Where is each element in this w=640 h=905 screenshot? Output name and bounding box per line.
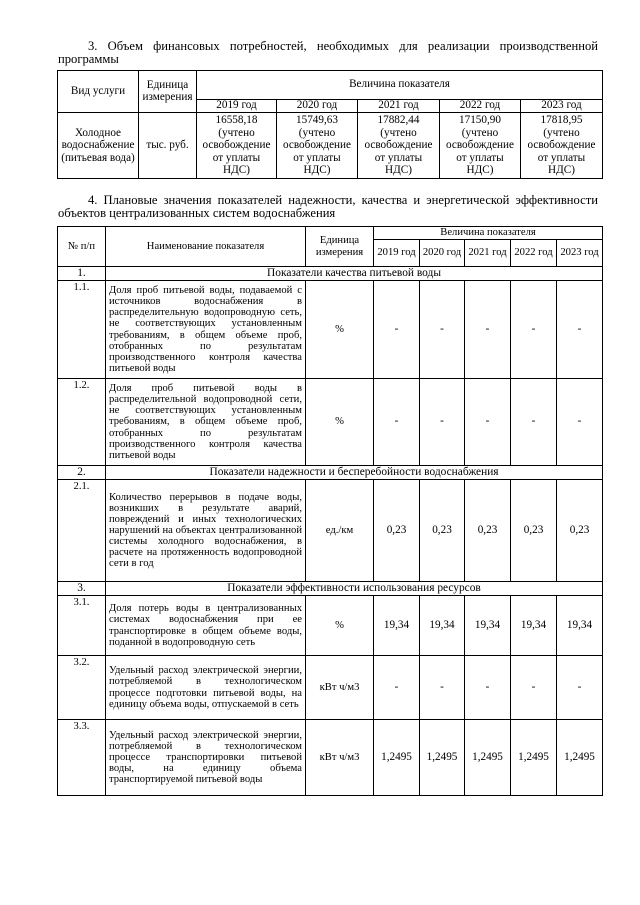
value-cell — [277, 113, 358, 179]
indicator-name: Доля потерь воды в централизованных системах водоснабжения при ее транспортировке в общем объеме воды, поданной в водопроводную сеть — [106, 596, 306, 656]
row-num: 2.1. — [58, 480, 106, 582]
indicator-name: Удельный расход электрической энергии, потребляемой в технологическом процессе транспортировки питьевой воды, на единицу объема транспортируемой питьевой воды — [106, 720, 306, 796]
indicator-value: 19,34 — [374, 596, 420, 656]
indicator-value: - — [420, 281, 465, 379]
indicator-unit: % — [306, 596, 374, 656]
service-name: Холодное водоснабжение (питьевая вода) — [58, 113, 139, 179]
value-amount: 16558,18 — [215, 114, 258, 127]
group-title: Показатели надежности и бесперебойности водоснабжения — [106, 466, 603, 480]
indicator-value: 1,2495 — [511, 720, 557, 796]
indicator-value: 19,34 — [557, 596, 603, 656]
group-title: Показатели эффективности использования ресурсов — [106, 582, 603, 596]
header-year: 2023 год — [521, 100, 603, 113]
value-amount: 17150,90 — [459, 114, 501, 127]
value-amount: 17818,95 — [540, 114, 583, 127]
value-note: (учтено освобождение от уплаты НДС) — [202, 126, 271, 177]
header-unit: Единица измерения — [306, 227, 374, 267]
indicator-value: 0,23 — [374, 480, 420, 582]
header-year: 2023 год — [557, 240, 603, 267]
header-year: 2019 год — [197, 100, 277, 113]
service-unit: тыс. руб. — [139, 113, 197, 179]
indicator-value: 0,23 — [465, 480, 511, 582]
group-num: 3. — [58, 582, 106, 596]
indicator-name: Удельный расход электрической энергии, потребляемой в технологическом процессе подготовки питьевой воды, на единицу объема воды, отпускаемой в сеть — [106, 656, 306, 720]
header-service: Вид услуги — [58, 71, 139, 113]
header-name: Наименование показателя — [106, 227, 306, 267]
indicator-value: 19,34 — [511, 596, 557, 656]
value-cell — [440, 113, 521, 179]
indicator-value: - — [420, 656, 465, 720]
indicator-value: - — [557, 656, 603, 720]
value-amount: 15749,63 — [296, 114, 338, 127]
indicator-value: - — [465, 379, 511, 466]
indicator-value: 19,34 — [465, 596, 511, 656]
header-year: 2019 год — [374, 240, 420, 267]
indicator-unit: кВт ч/м3 — [306, 720, 374, 796]
row-num: 3.1. — [58, 596, 106, 656]
section-4-heading: 4. Плановые значения показателей надежности, качества и энергетической эффективности объектов централизованных систем водоснабжения — [58, 193, 598, 220]
indicator-value: 0,23 — [420, 480, 465, 582]
row-num: 1.2. — [58, 379, 106, 466]
financial-needs-table — [57, 70, 603, 179]
header-year: 2020 год — [277, 100, 358, 113]
header-year: 2020 год — [420, 240, 465, 267]
indicator-value: - — [557, 281, 603, 379]
indicator-value: - — [374, 656, 420, 720]
value-note: (учтено освобождение от уплаты НДС) — [446, 126, 514, 177]
value-note: (учтено освобождение от уплаты НДС) — [283, 126, 351, 177]
group-title: Показатели качества питьевой воды — [106, 267, 603, 281]
indicator-name: Доля проб питьевой воды, подаваемой с источников водоснабжения в распределительную водопроводную сеть, не соответствующих установленным требованиям, в общем объеме проб, отобранных по результатам производственного контроля качества питьевой воды — [106, 281, 306, 379]
row-num: 1.1. — [58, 281, 106, 379]
indicator-value: - — [420, 379, 465, 466]
indicator-value: 1,2495 — [557, 720, 603, 796]
indicator-value: - — [465, 656, 511, 720]
header-num: № п/п — [58, 227, 106, 267]
header-year: 2021 год — [465, 240, 511, 267]
indicator-value: 1,2495 — [374, 720, 420, 796]
value-note: (учтено освобождение от уплаты НДС) — [364, 126, 433, 177]
row-num: 3.2. — [58, 656, 106, 720]
header-value: Величина показателя — [374, 227, 603, 240]
header-unit: Единица измерения — [139, 71, 197, 113]
indicator-unit: ед./км — [306, 480, 374, 582]
group-num: 2. — [58, 466, 106, 480]
indicator-value: - — [465, 281, 511, 379]
header-value: Величина показателя — [197, 71, 603, 100]
value-cell — [358, 113, 440, 179]
value-amount: 17882,44 — [377, 114, 420, 127]
indicator-value: 19,34 — [420, 596, 465, 656]
indicator-unit: % — [306, 379, 374, 466]
indicator-unit: кВт ч/м3 — [306, 656, 374, 720]
indicator-value: - — [374, 379, 420, 466]
group-num: 1. — [58, 267, 106, 281]
indicators-table — [57, 226, 603, 796]
section-3-heading: 3. Объем финансовых потребностей, необходимых для реализации производственной программы — [58, 39, 598, 66]
indicator-value: 0,23 — [511, 480, 557, 582]
row-num: 3.3. — [58, 720, 106, 796]
indicator-name: Доля проб питьевой воды в распределительной водопроводной сети, не соответствующих установленным требованиям, в общем объеме проб, отобранных по результатам производственного контроля качества питьевой воды — [106, 379, 306, 466]
indicator-value: - — [374, 281, 420, 379]
header-year: 2022 год — [511, 240, 557, 267]
indicator-name: Количество перерывов в подаче воды, возникших в результате аварий, повреждений и иных технологических нарушений на объектах централизованной системы холодного водоснабжения, в расчете на протяженность водопроводной сети в год — [106, 480, 306, 582]
value-note: (учтено освобождение от уплаты НДС) — [527, 126, 596, 177]
indicator-value: - — [511, 281, 557, 379]
value-cell — [521, 113, 603, 179]
indicator-value: - — [511, 656, 557, 720]
indicator-value: - — [511, 379, 557, 466]
indicator-value: 1,2495 — [420, 720, 465, 796]
header-year: 2022 год — [440, 100, 521, 113]
header-year: 2021 год — [358, 100, 440, 113]
indicator-unit: % — [306, 281, 374, 379]
indicator-value: - — [557, 379, 603, 466]
indicator-value: 1,2495 — [465, 720, 511, 796]
indicator-value: 0,23 — [557, 480, 603, 582]
value-cell — [197, 113, 277, 179]
